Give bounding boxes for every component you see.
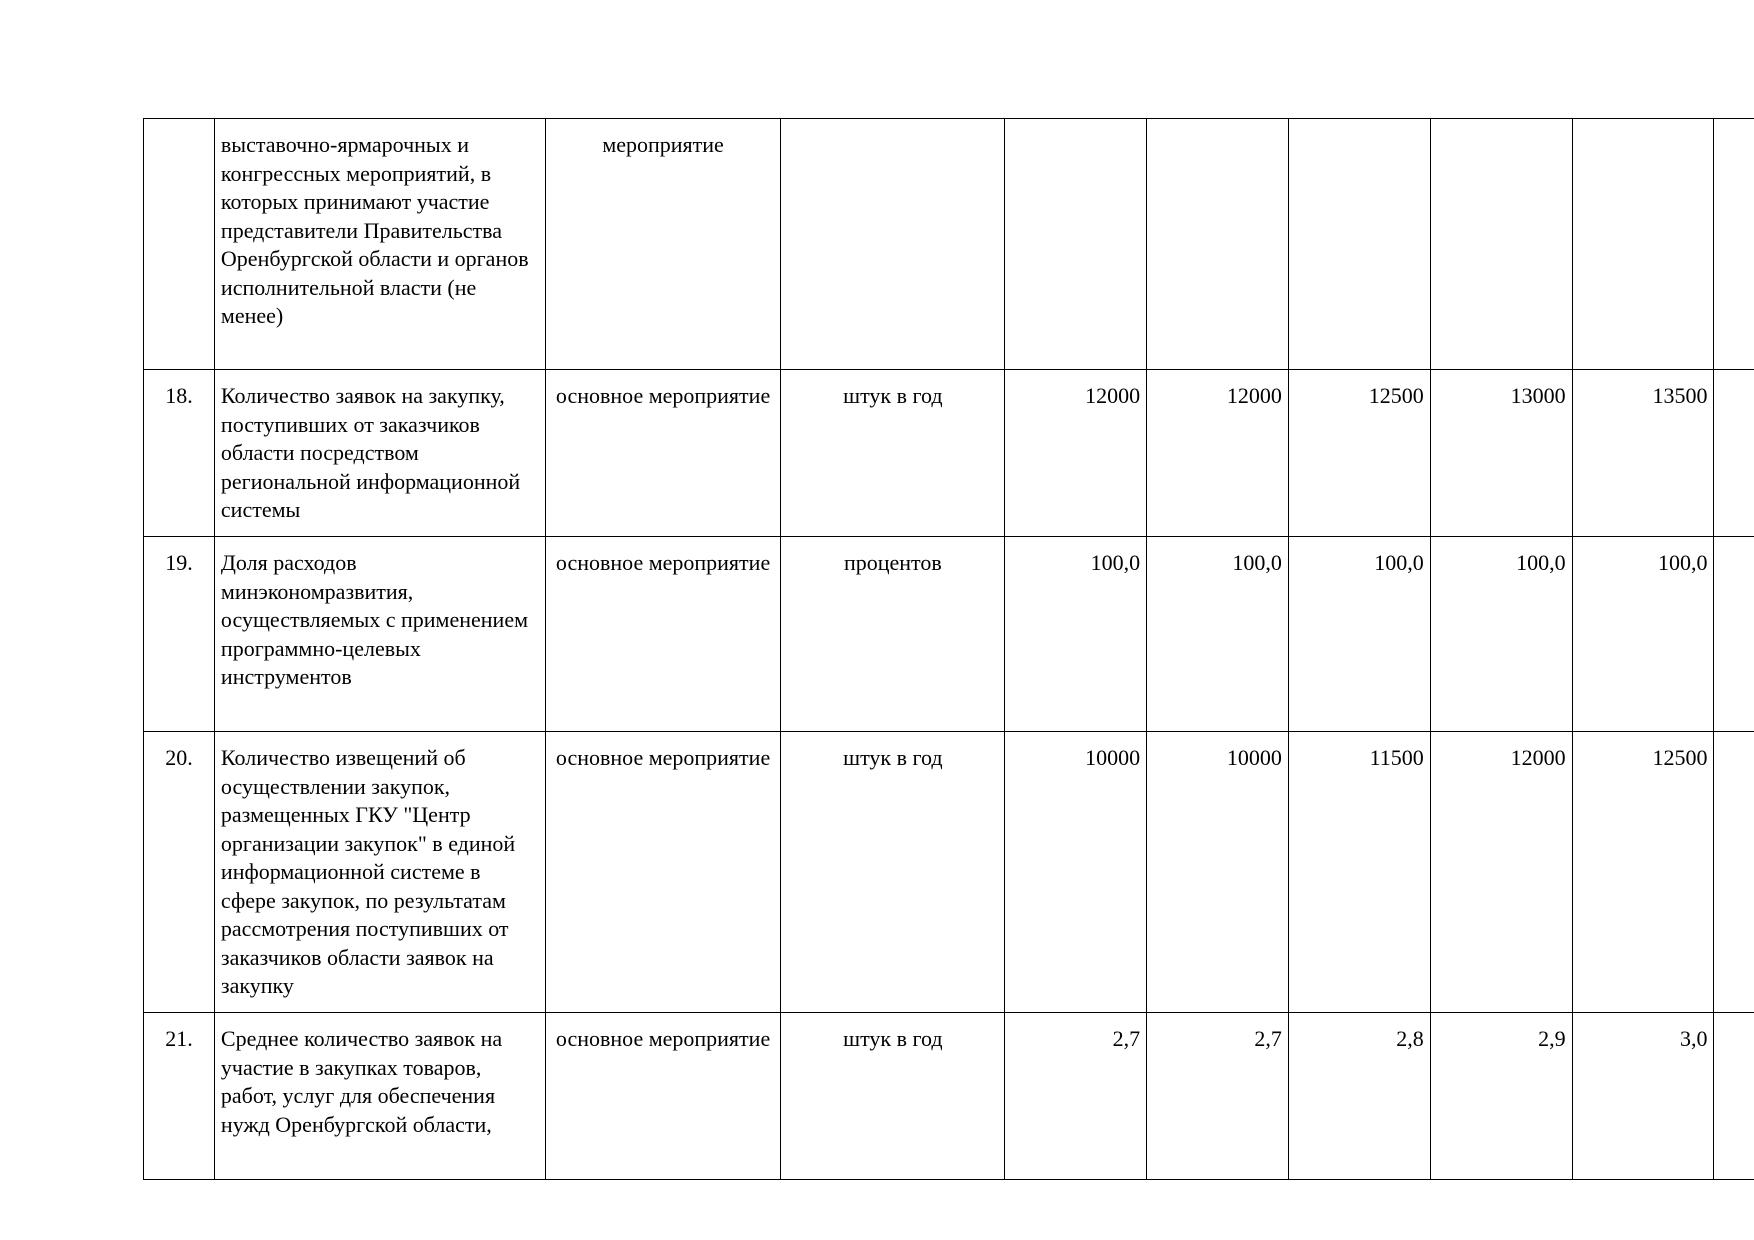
value-cell: 13500 — [1572, 370, 1714, 537]
cut-off-cell — [1714, 119, 1754, 370]
value-cell: 2,7 — [1005, 1013, 1147, 1180]
indicator-name: Доля расходов минэкономразвития, осуществляемых с применением программно-целевых инструментов — [214, 537, 545, 732]
value-cell: 100,0 — [1147, 537, 1289, 732]
row-number: 18. — [144, 370, 215, 537]
cut-off-cell — [1714, 1013, 1754, 1180]
row-number: 20. — [144, 732, 215, 1013]
table-row — [144, 119, 1754, 370]
unit-of-measure: штук в год — [781, 370, 1005, 537]
value-cell: 100,0 — [1572, 537, 1714, 732]
value-cell — [1147, 119, 1289, 370]
value-cell: 12500 — [1572, 732, 1714, 1013]
unit-of-measure: штук в год — [781, 1013, 1005, 1180]
event-type: основное мероприятие — [545, 1013, 781, 1180]
value-cell — [1430, 119, 1572, 370]
value-cell: 13000 — [1430, 370, 1572, 537]
cut-off-cell — [1714, 537, 1754, 732]
value-cell: 12000 — [1430, 732, 1572, 1013]
value-cell — [1572, 119, 1714, 370]
unit-of-measure: процентов — [781, 537, 1005, 732]
indicator-name: Количество заявок на закупку, поступивших от заказчиков области посредством региональной информационной системы — [214, 370, 545, 537]
value-cell: 12000 — [1005, 370, 1147, 537]
event-type: мероприятие — [545, 119, 781, 370]
cut-off-cell — [1714, 370, 1754, 537]
unit-of-measure — [781, 119, 1005, 370]
value-cell: 12500 — [1288, 370, 1430, 537]
indicator-name: Среднее количество заявок на участие в закупках товаров, работ, услуг для обеспечения нужд Оренбургской области, — [214, 1013, 545, 1180]
table-row — [144, 1013, 1754, 1180]
row-number: 21. — [144, 1013, 215, 1180]
indicators-table — [143, 118, 1754, 1180]
event-type: основное мероприятие — [545, 732, 781, 1013]
indicator-name: Количество извещений об осуществлении закупок, размещенных ГКУ "Центр организации закупок" в единой информационной системе в сфере закупок, по результатам рассмотрения поступивших от заказчиков области заявок на закупку — [214, 732, 545, 1013]
value-cell: 11500 — [1288, 732, 1430, 1013]
row-number — [144, 119, 215, 370]
value-cell: 3,0 — [1572, 1013, 1714, 1180]
value-cell: 10000 — [1005, 732, 1147, 1013]
value-cell: 2,9 — [1430, 1013, 1572, 1180]
cut-off-cell — [1714, 732, 1754, 1013]
row-number: 19. — [144, 537, 215, 732]
table-row — [144, 732, 1754, 1013]
indicator-name: выставочно-ярмарочных и конгрессных мероприятий, в которых принимают участие представители Правительства Оренбургской области и органов исполнительной власти (не менее) — [214, 119, 545, 370]
unit-of-measure: штук в год — [781, 732, 1005, 1013]
value-cell: 100,0 — [1005, 537, 1147, 732]
event-type: основное мероприятие — [545, 370, 781, 537]
value-cell — [1288, 119, 1430, 370]
table-row — [144, 370, 1754, 537]
value-cell — [1005, 119, 1147, 370]
table-row — [144, 537, 1754, 732]
value-cell: 10000 — [1147, 732, 1289, 1013]
value-cell: 2,8 — [1288, 1013, 1430, 1180]
event-type: основное мероприятие — [545, 537, 781, 732]
value-cell: 12000 — [1147, 370, 1289, 537]
value-cell: 100,0 — [1288, 537, 1430, 732]
value-cell: 100,0 — [1430, 537, 1572, 732]
value-cell: 2,7 — [1147, 1013, 1289, 1180]
